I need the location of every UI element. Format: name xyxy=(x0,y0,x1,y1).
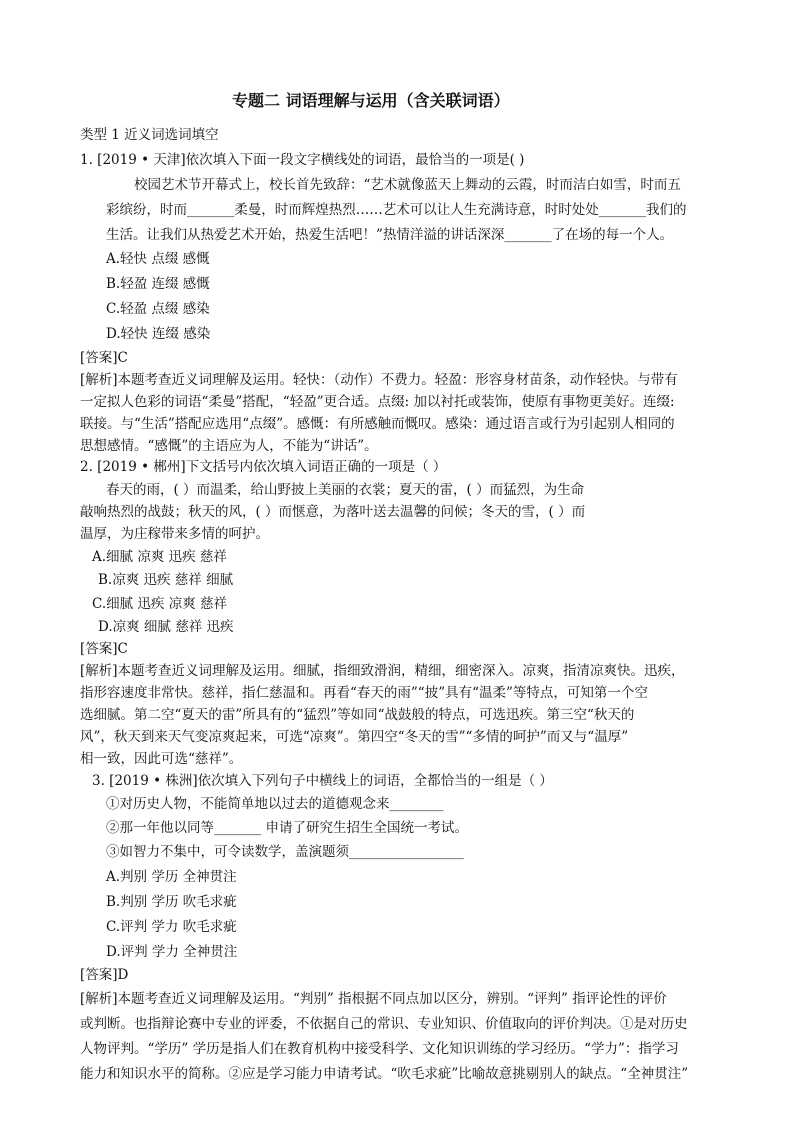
q3-sentence: ③如智力不集中，可令读数学，盖演题须_________________ xyxy=(106,844,464,860)
q2-analysis-line: 指形容速度非常快。慈祥，指仁慈温和。再看“春天的雨”“披”具有“温柔”等特点，可知第一个空 xyxy=(80,685,648,701)
q3-sentence: ②那一年他以同等_______ 申请了研究生招生全国统一考试。 xyxy=(106,820,469,836)
q1-option-c: C.轻盈 点缀 感染 xyxy=(106,301,210,317)
q2-option-d: D.凉爽 细腻 慈祥 迅疾 xyxy=(98,619,234,635)
q1-passage-line: 校园艺术节开幕式上，校长首先致辞：“艺术就像蓝天上舞动的云霞，时而洁白如雪，时而五 xyxy=(134,177,681,193)
q3-option-a: A.判别 学历 全神贯注 xyxy=(106,869,237,885)
q2-analysis-line: 相一致，因此可选“慈祥”。 xyxy=(80,751,243,767)
page-title: 专题二 词语理解与运用（含关联词语） xyxy=(232,91,510,110)
q1-option-b: B.轻盈 连缀 感慨 xyxy=(106,276,210,292)
q2-option-c: C.细腻 迅疾 凉爽 慈祥 xyxy=(92,596,228,612)
q2-analysis-line: [解析]本题考查近义词理解及运用。细腻，指细致滑润，精细，细密深入。凉爽，指清凉爽快。迅疾， xyxy=(80,663,685,679)
q2-passage-line: 温厚，为庄稼带来多情的呵护。 xyxy=(80,526,269,542)
q2-passage-line: 春天的雨，( ）而温柔，给山野披上美丽的衣裳；夏天的雷，( ）而猛烈，为生命 xyxy=(106,482,585,498)
q3-analysis-line: 或判断。也指辩论赛中专业的评委，不依据自己的常识、专业知识、价值取向的评价判决。①是对历史 xyxy=(80,1016,688,1032)
q2-answer: [答案]C xyxy=(80,641,128,657)
q3-answer: [答案]D xyxy=(80,967,129,983)
q2-stem: 2. [2019 • 郴州]下文括号内依次填入词语正确的一项是（ ） xyxy=(80,459,447,475)
q3-analysis-line: 能力和知识水平的简称。②应是学习能力申请考试。“吹毛求疵”比喻故意挑剔别人的缺点。“全神贯注” xyxy=(80,1066,689,1082)
q2-analysis-line: 选细腻。第二空“夏天的雷”所具有的“猛烈”等如同“战鼓般的特点，可选迅疾。第三空“秋天的 xyxy=(80,707,635,723)
q1-answer: [答案]C xyxy=(80,350,128,366)
q2-option-a: A.细腻 凉爽 迅疾 慈祥 xyxy=(92,549,227,565)
q3-analysis-line: 人物评判。“学历” 学历是指人们在教育机构中接受科学、文化知识训练的学习经历。“学力”：指学习 xyxy=(80,1041,679,1057)
q1-analysis-line: 思想感情。“感慨”的主语应为人，不能为“讲话”。 xyxy=(80,438,378,454)
q1-passage-line: 彩缤纷，时而_______柔曼，时而辉煌热烈……艺术可以让人生充满诗意，时时处处_______我们的 xyxy=(106,202,687,218)
q1-option-a: A.轻快 点缀 感慨 xyxy=(106,251,210,267)
q1-passage-line: 生活。让我们从热爱艺术开始，热爱生活吧！”热情洋溢的讲话深深_______了在场的每一个人。 xyxy=(106,227,674,243)
q3-option-d: D.评判 学力 全神贯注 xyxy=(106,944,238,960)
q1-analysis-line: [解析]本题考查近义词理解及运用。轻快：（动作）不费力。轻盈：形容身材苗条，动作轻快。与带有 xyxy=(80,372,678,388)
q2-passage-line: 敲响热烈的战鼓；秋天的风，( ）而惬意，为落叶送去温馨的问候；冬天的雪，( ）而 xyxy=(80,504,586,520)
q3-analysis-line: [解析]本题考查近义词理解及运用。“判别” 指根据不同点加以区分，辨别。“评判” 指评论性的评价 xyxy=(80,991,667,1007)
q3-sentence: ①对历史人物，不能简单地以过去的道德观念来________ xyxy=(106,796,444,812)
q3-stem: 3. [2019 • 株洲]依次填入下列句子中横线上的词语，全都恰当的一组是（ ） xyxy=(92,773,553,789)
q1-option-d: D.轻快 连缀 感染 xyxy=(106,326,211,342)
q2-analysis-line: 风”，秋天到来天气变凉爽起来，可选“凉爽”。第四空“冬天的雪”“多情的呵护”而又与“温厚” xyxy=(80,729,629,745)
q3-option-b: B.判别 学历 吹毛求疵 xyxy=(106,894,237,910)
q3-option-c: C.评判 学力 吹毛求疵 xyxy=(106,919,237,935)
q1-stem: 1. [2019 • 天津]依次填入下面一段文字横线处的词语，最恰当的一项是( ) xyxy=(80,152,525,168)
q2-option-b: B.凉爽 迅疾 慈祥 细腻 xyxy=(98,572,234,588)
q1-analysis-line: 联接。与“生活”搭配应选用“点缀”。感慨：有所感触而慨叹。感染：通过语言或行为引起别人相同的 xyxy=(80,416,675,432)
q1-analysis-line: 一定拟人色彩的词语“柔曼”搭配，“轻盈”更合适。点缀: 加以衬托或装饰，使原有事物更美好。连缀: xyxy=(80,394,675,410)
section-heading: 类型 1 近义词选词填空 xyxy=(80,127,219,143)
